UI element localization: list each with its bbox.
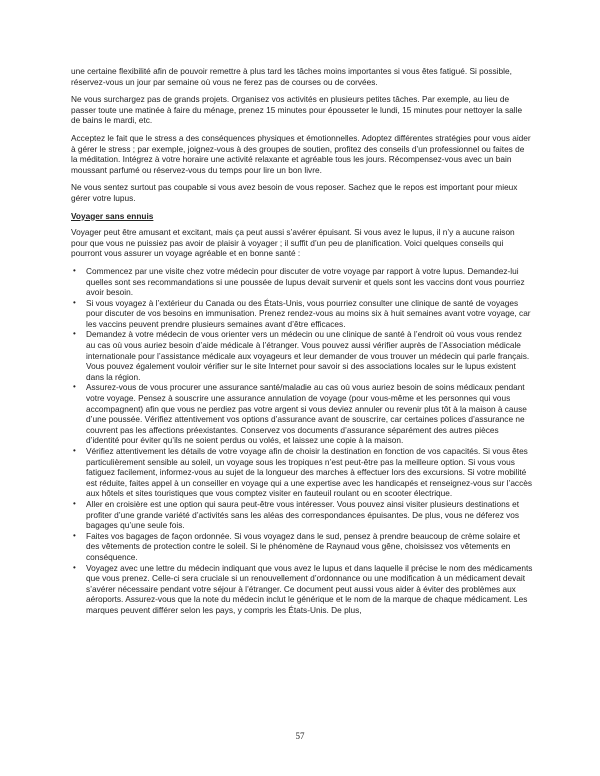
travel-tips-list (71, 266, 533, 616)
list-item (71, 531, 533, 563)
list-item (71, 563, 533, 616)
bullet-icon: • (73, 562, 76, 572)
list-item-text: Commencez par une visite chez votre médecin pour discuter de votre voyage par rapport à votre lupus. Demandez-lui quelles sont ses recommandations si une poussée de lupus devait survenir et quels sont les vaccins dont vous pourriez avoir besoin. (86, 265, 525, 298)
list-item-text: Vérifiez attentivement les détails de votre voyage afin de choisir la destination en fonction de vos capacités. Si vous êtes particulièrement sensible au soleil, un voyage sous les tropiques n’est peut-être pas la meilleure option. Si vous vous fatiguez facilement, informez-vous au sujet de la longueur des marches à effectuer lors des excursions. Si votre mobilité est réduite, faites appel à un conseiller en voyage qui a une expertise avec les handicapés et renseignez-vous sur l’accès aux hôtels et sites touristiques que vous comptez visiter en fauteuil roulant ou en scooter électrique. (86, 446, 532, 499)
list-item-text: Demandez à votre médecin de vous orienter vers un médecin ou une clinique de santé à l’endroit où vous vous rendez au cas où vous auriez besoin d’aide médicale à l’étranger. Vous pouvez aussi vérifier auprès de l’Association médicale internationale pour l’assistance médicale aux voyageurs et leur demander de vous trouver un médecin qui parle français. Vous pouvez également vouloir vérifier sur le site Internet pour savoir si des associations locales sur le lupus existent dans la région. (86, 329, 530, 382)
paragraph-rest: Ne vous sentez surtout pas coupable si vous avez besoin de vous reposer. Sachez que le repos est important pour mieux gérer votre lupus. (71, 182, 518, 203)
list-item (71, 446, 533, 499)
list-item (71, 382, 533, 446)
bullet-icon: • (73, 297, 76, 307)
bullet-icon: • (73, 329, 76, 339)
section-heading: Voyager sans ennuis (71, 210, 154, 221)
list-item-text: Voyagez avec une lettre du médecin indiquant que vous avez le lupus et dans laquelle il précise le nom des médicaments que vous prenez. Celle-ci sera cruciale si un renouvellement d’ordonnance ou une modification à un médicament devait s’avérer nécessaire pendant votre séjour à l’étranger. Ce document peut aussi vous aider à éviter des problèmes aux aéroports. Assurez-vous que la note du médecin inclut le générique et le nom de la marque de chaque médicament. Les marques peuvent différer selon les pays, y compris les États-Unis. De plus, (86, 562, 533, 615)
paragraph-projects: Ne vous surchargez pas de grands projets. Organisez vos activités en plusieurs petites tâches. Par exemple, au lieu de passer toute une matinée à faire du ménage, prenez 15 minutes pour épousseter le lundi, 15 minutes pour nettoyer la salle de bains le mardi, etc. (71, 94, 523, 126)
list-item-text: Aller en croisière est une option qui saura peut-être vous intéresser. Vous pouvez ainsi visiter plusieurs destinations et profiter d’une grande variété d’activités sans les aléas des correspondances épuisantes. De plus, vous ne déferez vos bagages qu’une seule fois. (86, 498, 520, 531)
list-item (71, 298, 533, 330)
list-item (71, 499, 533, 531)
bullet-icon: • (73, 446, 76, 455)
document-page (71, 66, 533, 616)
page-number: 57 (295, 731, 305, 741)
bullet-icon: • (73, 382, 76, 392)
list-item (71, 266, 533, 298)
list-item-text: Faites vos bagages de façon ordonnée. Si vous voyagez dans le sud, pensez à prendre beaucoup de crème solaire et des vêtements de protection contre le soleil. Si le phénomène de Raynaud vous gêne, choisissez vos vêtements en conséquence. (86, 530, 521, 562)
section-intro: Voyager peut être amusant et excitant, mais ça peut aussi s’avérer épuisant. Si vous avez le lupus, il n’y a aucune raison pour que vous ne puissiez pas avoir de plaisir à voyager ; il suffit d’un peu de planification. Voici quelques conseils qui pourront vous assurer un voyage agréable et en bonne santé : (71, 227, 515, 259)
bullet-icon: • (73, 530, 76, 540)
list-item-text: Assurez-vous de vous procurer une assurance santé/maladie au cas où vous auriez besoin de soins médicaux pendant votre voyage. Pensez à souscrire une assurance annulation de voyage (pour vous-même et les personnes qui vous accompagnent) afin que vous ne perdiez pas votre argent si vous deviez annuler ou revenir plus tôt à la maison à cause d’une poussée. Vérifiez attentivement vos options d’assurance avant de souscrire, car certaines polices d’assurance ne couvrent pas les affections préexistantes. Conservez vos documents d’assurance séparément des autres pièces d’identité pour éviter qu’ils ne soient perdus ou volés, et laissez une copie à la maison. (86, 382, 527, 446)
list-item-text: Si vous voyagez à l’extérieur du Canada ou des États-Unis, vous pourriez consulter une clinique de santé de voyages pour discuter de vos besoins en immunisation. Prenez rendez-vous au moins six à huit semaines avant votre voyage, car les vaccins peuvent prendre plusieurs semaines avant d’être efficaces. (86, 297, 531, 329)
paragraph-flexibility: une certaine flexibilité afin de pouvoir remettre à plus tard les tâches moins importantes si vous êtes fatigué. Si possible, réservez-vous un jour par semaine où vous ne ferez pas de courses ou de corvées. (71, 66, 512, 87)
paragraph-stress: Acceptez le fait que le stress a des conséquences physiques et émotionnelles. Adoptez différentes stratégies pour vous aider à gérer le stress ; par exemple, joignez-vous à des groupes de soutien, profitez des conseils d’un professionnel ou faites de la méditation. Intégrez à votre horaire une activité relaxante et agréable tous les jours. Récompensez-vous avec un bain moussant parfumé ou réservez-vous du temps pour lire un bon livre. (71, 132, 531, 175)
bullet-icon: • (73, 498, 76, 508)
list-item (71, 329, 533, 382)
bullet-icon: • (73, 265, 76, 275)
